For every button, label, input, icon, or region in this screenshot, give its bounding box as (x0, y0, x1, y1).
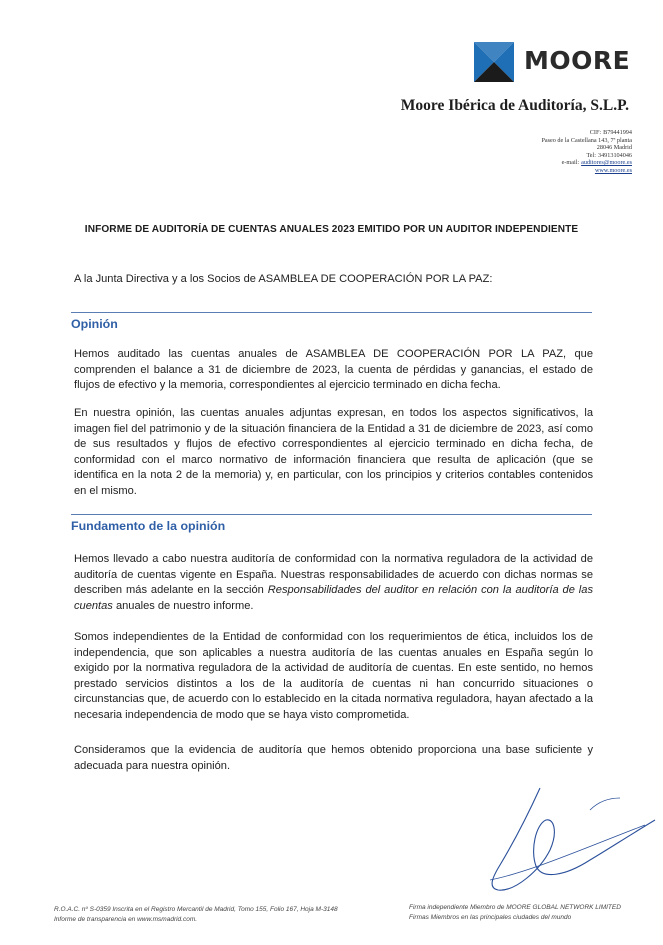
handwritten-signature (470, 780, 660, 900)
contact-block (541, 129, 632, 175)
moore-logo (474, 42, 631, 82)
basis-p1-text-a: Hemos llevado a cabo nuestra auditoría de conformidad con la normativa reguladora de la actividad de auditoría de cuentas vigente en España. Nuestras responsabilidades de acuerdo con dichas normas se describen más adelante en la sección (74, 553, 593, 596)
tel-label: Tel: (586, 151, 596, 159)
cif-label: CIF: (589, 129, 602, 136)
opinion-paragraph-2: En nuestra opinión, las cuentas anuales adjuntas expresan, en todos los aspectos significativos, la imagen fiel del patrimonio y de la situación financiera de la Entidad a 31 de diciembre de 2023, así como de sus resultados y flujos de efectivo correspondientes al ejercicio terminado en dicha fecha, de conformidad con el marco normativo de información financiera que resulta de aplicación (que se identifica en la nota 2 de la memoria) y, en particular, con los principios y criterios contables contenidos en el mismo. (74, 407, 593, 497)
footer-left (54, 905, 338, 925)
address-line-1: Paseo de la Castellana 143, 7ª planta (541, 136, 632, 144)
footer-registry: R.O.A.C. nº S-0359 Inscrita en el Registro Mercantil de Madrid, Tomo 155, Folio 167, Hoja M-3148 (54, 906, 338, 913)
website-link[interactable]: www.moore.es (594, 166, 632, 174)
footer-transparency: Informe de transparencia en www.msmadrid.com. (54, 916, 198, 923)
report-title: INFORME DE AUDITORÍA DE CUENTAS ANUALES 2023 EMITIDO POR UN AUDITOR INDEPENDIENTE (84, 224, 579, 235)
section-heading-opinion: Opinión (71, 312, 592, 331)
cif-value: B79441994 (603, 129, 632, 136)
address-line-2: 28046 Madrid (596, 144, 632, 152)
firm-name: Moore Ibérica de Auditoría, S.L.P. (400, 97, 629, 114)
email-link[interactable]: auditores@moore.es (581, 159, 632, 167)
addressee: A la Junta Directiva y a los Socios de ASAMBLEA DE COOPERACIÓN POR LA PAZ: (74, 273, 493, 285)
footer-members: Firmas Miembros en las principales ciudades del mundo (409, 914, 572, 921)
footer-network: Firma independiente Miembro de MOORE GLOBAL NETWORK LIMITED (409, 904, 621, 911)
moore-logo-mark-icon (474, 42, 514, 82)
logo-wordmark: MOORE (524, 46, 631, 75)
basis-paragraph-3: Consideramos que la evidencia de auditoría que hemos obtenido proporciona una base suficiente y adecuada para nuestra opinión. (74, 744, 593, 772)
tel-value: 34913104046 (597, 151, 632, 159)
footer-right (409, 903, 621, 923)
basis-p1-italic: Responsabilidades del auditor en relación con la auditoría de las cuentas (74, 584, 593, 612)
basis-paragraph-1 (74, 552, 593, 614)
section-heading-basis: Fundamento de la opinión (71, 514, 592, 533)
basis-paragraph-2: Somos independientes de la Entidad de conformidad con los requerimientos de ética, incluidos los de independencia, que son aplicables a nuestra auditoría de las cuentas anuales en España según lo exigido por la normativa reguladora de la actividad de auditoría de cuentas. En este sentido, no hemos prestado servicios distintos a los de la auditoría de cuentas ni han concurrido situaciones o circunstancias que, de acuerdo con lo establecido en la citada normativa reguladora, hayan afectado a la necesaria independencia de modo que se haya visto comprometida. (74, 631, 593, 721)
opinion-paragraph-1: Hemos auditado las cuentas anuales de ASAMBLEA DE COOPERACIÓN POR LA PAZ, que comprenden el balance a 31 de diciembre de 2023, la cuenta de pérdidas y ganancias, el estado de flujos de efectivo y la memoria, correspondientes al ejercicio terminado en dicha fecha. (74, 348, 593, 391)
email-label: e-mail: (561, 159, 580, 167)
basis-p1-text-b: anuales de nuestro informe. (112, 599, 254, 612)
